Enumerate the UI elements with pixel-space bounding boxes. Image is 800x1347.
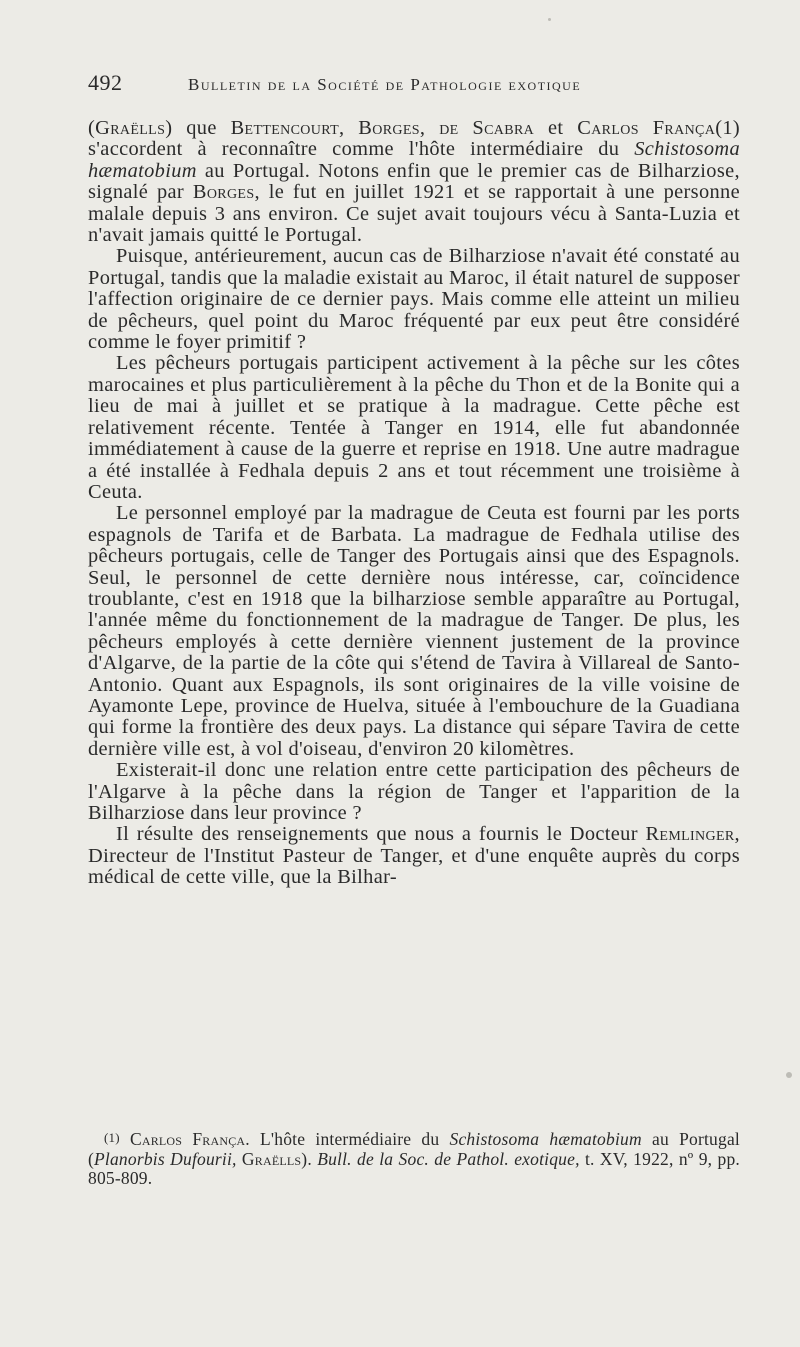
article-body xyxy=(88,118,740,889)
footnote-graells: Graëlls xyxy=(241,1148,302,1169)
paragraph-2: Puisque, antérieurement, aucun cas de Bilharziose n'avait été constaté au Portugal, tandis que la maladie existait au Maroc, il était naturel de supposer l'affection originaire de ce dernier pays. Mais comme elle atteint un milieu de pêcheurs, quel point du Maroc fréquenté par eux peut être considéré comme le foyer primitif ? xyxy=(88,245,740,354)
footnote-text-b: au Portugal ( xyxy=(88,1129,740,1169)
author-remlinger: Remlinger xyxy=(645,823,735,846)
p1-text-c: et xyxy=(534,117,578,139)
footnote-planorbis: Planorbis Dufourii, xyxy=(94,1148,237,1169)
footnote-journal: Bull. de la Soc. de Pathol. exotique, xyxy=(317,1148,580,1169)
footnote-mark: (1) xyxy=(104,1130,120,1145)
paper-speck xyxy=(548,18,551,21)
footnote xyxy=(88,1128,740,1189)
page-number: 492 xyxy=(88,70,123,95)
paragraph-3: Les pêcheurs portugais participent activement à la pêche sur les côtes marocaines et plus particulièrement à la pêche du Thon et de la Bonite qui a lieu de mai à juillet et se pratique à la madrague. Cette pêche est relativement récente. Tentée à Tanger en 1914, elle fut abandonnée immédiatement à cause de la guerre et reprise en 1918. Une autre madrague a été installée à Fedhala depuis 2 ans et tout récemment une troisième à Ceuta. xyxy=(88,352,740,503)
p1-text-b: ) que xyxy=(165,117,231,139)
footnote-text-d: ). xyxy=(301,1148,318,1169)
p1-text-d: (1) s'accordent à reconnaître comme l'hôte intermédiaire du xyxy=(88,117,741,161)
p6-text-a: Il résulte des renseignements que nous a fournis le Docteur xyxy=(116,823,646,846)
footnote-species: Schistosoma hæmatobium xyxy=(449,1129,642,1149)
paragraph-4: Le personnel employé par la madrague de Ceuta est fourni par les ports espagnols de Tarifa et de Barbata. La madrague de Fedhala utilise des pêcheurs portugais, celle de Tanger des Portugais ainsi que des Espagnols. Seul, le personnel de cette dernière nous intéresse, car, coïncidence troublante, c'est en 1918 que la bilharziose semble apparaître au Portugal, l'année même du fonctionnement de la madrague de Tanger. De plus, les pêcheurs employés à cette dernière viennent justement de la province d'Algarve, de la partie de la côte qui s'étend de Tavira à Villareal de Santo-Antonio. Quant aux Espagnols, ils sont originaires de la ville voisine de Ayamonte Lepe, province de Huelva, située à l'embouchure de la Guadiana qui forme la frontière des deux pays. La distance qui sépare Tavira de cette dernière ville est, à vol d'oiseau, d'environ 20 kilomètres. xyxy=(88,502,740,760)
author-carlos-franca: Carlos França xyxy=(577,117,716,139)
paper-speck xyxy=(786,1072,792,1078)
paragraph-1 xyxy=(88,118,740,246)
journal-title: Bulletin de la Société de Pathologie exotique xyxy=(188,75,582,94)
footnote-text-e: t. XV, 1922, nº 9, pp. 805-809. xyxy=(88,1148,740,1188)
running-head xyxy=(88,70,740,110)
footnote-author: Carlos França xyxy=(129,1129,246,1149)
p1-text-f: , le fut en juillet 1921 et se rapportait à une personne malale depuis 3 ans environ. Ce sujet avait toujours vécu à Santa-Luzia et n'avait jamais quitté le Portugal. xyxy=(88,181,740,247)
p6-text-b: , Directeur de l'Institut Pasteur de Tanger, et d'une enquête auprès du corps médical de cette ville, que la Bilhar- xyxy=(88,823,740,889)
authors-bettencourt-borges-scabra: Bettencourt, Borges, de Scabra xyxy=(230,117,535,139)
p1-text-a: ( xyxy=(88,117,96,139)
paragraph-5: Existerait-il donc une relation entre cette participation des pêcheurs de l'Algarve à la pêche dans la région de Tanger et l'apparition de la Bilharziose dans leur province ? xyxy=(88,759,740,824)
p1-text-e: au Portugal. Notons enfin que le premier cas de Bilharziose, signalé par xyxy=(88,159,740,204)
footnote-text-a: . L'hôte intermédiaire du xyxy=(245,1129,450,1149)
species-name: Schistosoma hæmatobium xyxy=(88,138,740,182)
author-graells: Graëlls xyxy=(95,117,166,139)
paragraph-6 xyxy=(88,824,740,888)
author-borges: Borges xyxy=(192,181,255,204)
